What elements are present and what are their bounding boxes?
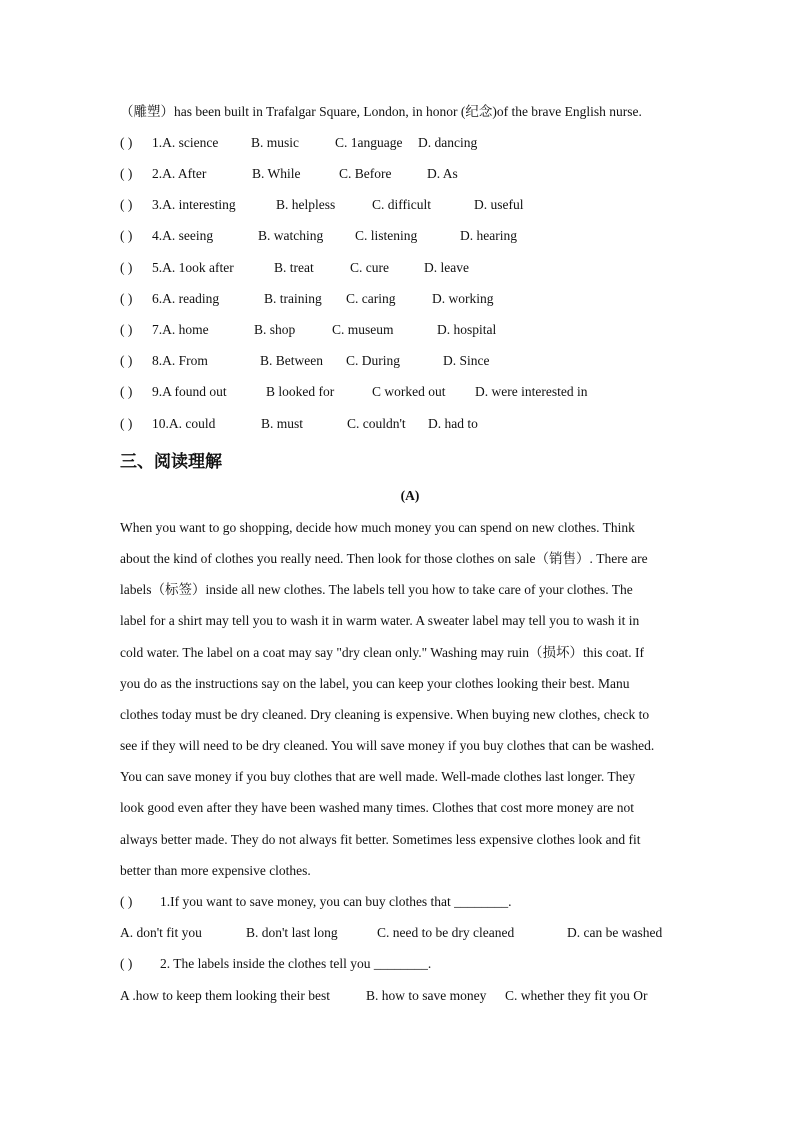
option-d: D. As xyxy=(427,166,458,181)
option-d: D. working xyxy=(432,291,494,306)
passage-line: better than more expensive clothes. xyxy=(120,863,311,878)
passage-line: you do as the instructions say on the label, you can keep your clothes looking their best. Manu xyxy=(120,676,630,691)
cloze-question-3 xyxy=(120,196,680,214)
passage-line: see if they will need to be dry cleaned. You will save money if you buy clothes that can be washed. xyxy=(120,738,655,753)
option-c: C. museum xyxy=(332,322,394,337)
option-a: 2.A. After xyxy=(152,166,207,181)
option-c: C. 1anguage xyxy=(335,135,403,150)
answer-blank: ( ) xyxy=(120,956,133,971)
option-b: B. Between xyxy=(260,353,323,368)
section-heading: 三、阅读理解 xyxy=(120,452,222,472)
option-c: C. need to be dry cleaned xyxy=(377,925,515,940)
cloze-question-4 xyxy=(120,227,680,245)
cloze-question-5 xyxy=(120,259,680,277)
answer-blank: ( ) xyxy=(120,228,133,243)
option-d: D. had to xyxy=(428,416,478,431)
answer-blank: ( ) xyxy=(120,166,133,181)
option-a: 3.A. interesting xyxy=(152,197,236,212)
option-d: D. dancing xyxy=(418,135,478,150)
passage-line: always better made. They do not always fit better. Sometimes less expensive clothes look and fit xyxy=(120,832,641,847)
answer-blank: ( ) xyxy=(120,353,133,368)
option-b: B. helpless xyxy=(276,197,336,212)
passage-line: clothes today must be dry cleaned. Dry cleaning is expensive. When buying new clothes, check to xyxy=(120,707,650,722)
option-b: B. must xyxy=(261,416,304,431)
option-c: C. whether they fit you Or xyxy=(505,988,648,1003)
answer-blank: ( ) xyxy=(120,416,133,431)
option-c: C. couldn't xyxy=(347,416,406,431)
cloze-question-10 xyxy=(120,415,680,433)
option-a: 9.A found out xyxy=(152,384,227,399)
option-d: D. hearing xyxy=(460,228,517,243)
passage-line: cold water. The label on a coat may say "dry clean only." Washing may ruin（损坏）this coat. If xyxy=(120,645,645,660)
answer-blank: ( ) xyxy=(120,135,133,150)
option-c: C. cure xyxy=(350,260,389,275)
option-a: 10.A. could xyxy=(152,416,216,431)
option-b: B looked for xyxy=(266,384,335,399)
reading-question-1 xyxy=(120,893,512,911)
answer-blank: ( ) xyxy=(120,260,133,275)
cloze-question-9 xyxy=(120,383,680,401)
passage-line: When you want to go shopping, decide how much money you can spend on new clothes. Think xyxy=(120,520,635,535)
cloze-question-8 xyxy=(120,352,680,370)
answer-blank: ( ) xyxy=(120,384,133,399)
reading-question-2 xyxy=(120,955,431,973)
option-b: B. While xyxy=(252,166,301,181)
option-d: D. Since xyxy=(443,353,490,368)
option-b: B. treat xyxy=(274,260,314,275)
option-b: B. don't last long xyxy=(246,925,338,940)
cloze-question-2 xyxy=(120,165,680,183)
passage-line: labels（标签）inside all new clothes. The labels tell you how to take care of your clothes. The xyxy=(120,582,633,597)
option-a: 1.A. science xyxy=(152,135,219,150)
option-c: C. During xyxy=(346,353,400,368)
option-b: B. how to save money xyxy=(366,988,487,1003)
passage-label: (A) xyxy=(400,488,420,503)
option-d: D. leave xyxy=(424,260,469,275)
option-c: C. caring xyxy=(346,291,396,306)
answer-blank: ( ) xyxy=(120,197,133,212)
option-b: B. music xyxy=(251,135,300,150)
passage-line: look good even after they have been washed many times. Clothes that cost more money are not xyxy=(120,800,634,815)
option-c: C. Before xyxy=(339,166,392,181)
option-b: B. watching xyxy=(258,228,324,243)
option-b: B. training xyxy=(264,291,322,306)
option-d: D. can be washed xyxy=(567,925,663,940)
cloze-question-1 xyxy=(120,134,680,152)
passage-line: You can save money if you buy clothes that are well made. Well-made clothes last longer. They xyxy=(120,769,636,784)
option-a: A .how to keep them looking their best xyxy=(120,988,330,1003)
question-stem: 2. The labels inside the clothes tell you ________. xyxy=(160,956,432,971)
option-a: 4.A. seeing xyxy=(152,228,214,243)
option-c: C. listening xyxy=(355,228,418,243)
answer-blank: ( ) xyxy=(120,894,133,909)
intro-line: （雕塑）has been built in Trafalgar Square, London, in honor (纪念)of the brave English nurse. xyxy=(120,104,642,119)
option-b: B. shop xyxy=(254,322,296,337)
question-stem: 1.If you want to save money, you can buy clothes that ________. xyxy=(160,894,512,909)
option-d: D. useful xyxy=(474,197,524,212)
option-a: 6.A. reading xyxy=(152,291,220,306)
passage-line: about the kind of clothes you really need. Then look for those clothes on sale（销售）. There are xyxy=(120,551,648,566)
answer-blank: ( ) xyxy=(120,291,133,306)
option-a: 7.A. home xyxy=(152,322,209,337)
passage-line: label for a shirt may tell you to wash it in warm water. A sweater label may tell you to wash it in xyxy=(120,613,640,628)
option-c: C worked out xyxy=(372,384,446,399)
cloze-question-7 xyxy=(120,321,680,339)
option-d: D. were interested in xyxy=(475,384,588,399)
option-a: A. don't fit you xyxy=(120,925,202,940)
option-c: C. difficult xyxy=(372,197,431,212)
option-a: 5.A. 1ook after xyxy=(152,260,234,275)
option-d: D. hospital xyxy=(437,322,497,337)
option-a: 8.A. From xyxy=(152,353,208,368)
answer-blank: ( ) xyxy=(120,322,133,337)
cloze-question-6 xyxy=(120,290,680,308)
